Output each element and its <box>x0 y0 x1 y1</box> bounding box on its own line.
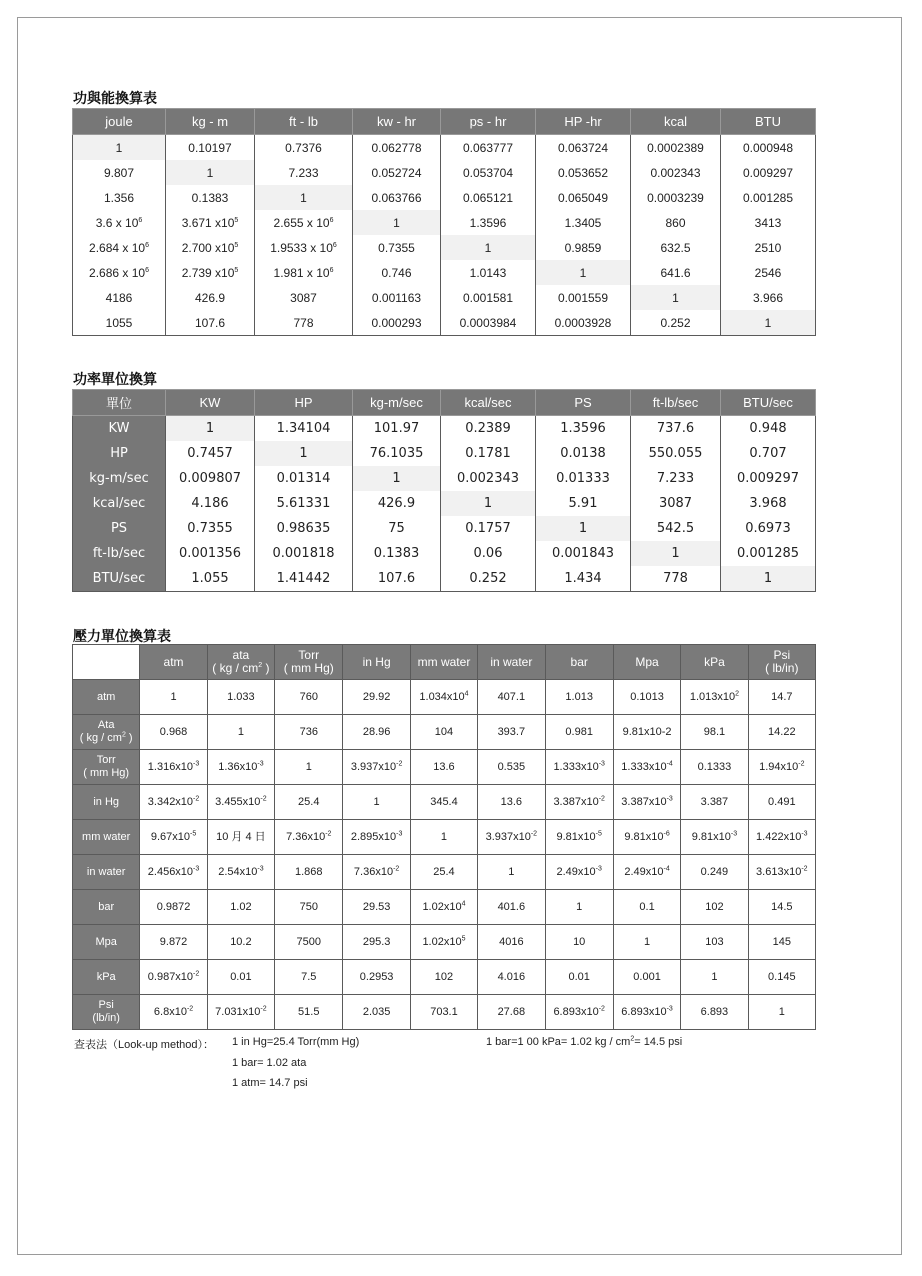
column-header: Mpa <box>613 645 680 680</box>
table-cell: $1.316x10^{-3}$ <box>140 750 207 785</box>
table-cell: 1 <box>353 466 441 491</box>
table-cell: 3087 <box>631 491 721 516</box>
table-cell: 0.0003928 <box>536 310 631 336</box>
table-cell: 1.0143 <box>441 260 536 285</box>
pressure-table <box>72 644 816 1030</box>
table-row <box>73 680 816 715</box>
table-cell: 0.707 <box>721 441 816 466</box>
table-row <box>73 516 816 541</box>
table-cell: 0.009807 <box>166 466 255 491</box>
column-header: BTU/sec <box>721 390 816 416</box>
row-header: ft-lb/sec <box>73 541 166 566</box>
table-header-row <box>73 645 816 680</box>
column-header: BTU <box>721 109 816 135</box>
table-cell: 0.001818 <box>255 541 353 566</box>
table-cell: 703.1 <box>410 995 477 1030</box>
column-header: ps - hr <box>441 109 536 135</box>
table-cell: 1.9533 x $10^6$ <box>255 235 353 260</box>
table-cell: 2.739 $x10^5$ <box>166 260 255 285</box>
table-cell: 1 <box>255 185 353 210</box>
table-cell: $3.937x10^{-2}$ <box>478 820 545 855</box>
table-cell: $2.456x10^{-3}$ <box>140 855 207 890</box>
table-cell: 0.01333 <box>536 466 631 491</box>
table-cell: 407.1 <box>478 680 545 715</box>
table-cell: $3.455x10^{-2}$ <box>207 785 274 820</box>
column-header: atm <box>140 645 207 680</box>
table-cell: $3.342x10^{-2}$ <box>140 785 207 820</box>
note-line-1: 1 in Hg=25.4 Torr(mm Hg) <box>232 1036 360 1048</box>
table-cell: 426.9 <box>353 491 441 516</box>
column-header: PS <box>536 390 631 416</box>
table-cell: 0.10197 <box>166 135 255 161</box>
table-cell: 10 <box>545 925 613 960</box>
table-cell: 51.5 <box>275 995 343 1030</box>
table-cell: 1 <box>681 960 748 995</box>
table-cell: $2.895x10^{-3}$ <box>343 820 410 855</box>
table-cell: $1.94x10^{-2}$ <box>748 750 815 785</box>
row-header: kcal/sec <box>73 491 166 516</box>
table-cell: 3087 <box>255 285 353 310</box>
table-cell: 0.01314 <box>255 466 353 491</box>
row-header: HP <box>73 441 166 466</box>
table-cell: 0.001581 <box>441 285 536 310</box>
table-row <box>73 491 816 516</box>
table-cell: $7.031x10^{-2}$ <box>207 995 274 1030</box>
table-cell: $1.02x10^4$ <box>410 890 477 925</box>
table-cell: 0.002343 <box>631 160 721 185</box>
table-cell: $9.81x10^{-6}$ <box>613 820 680 855</box>
table-cell: $1.013x10^2$ <box>681 680 748 715</box>
column-header: joule <box>73 109 166 135</box>
table-row <box>73 416 816 442</box>
table-cell: $7.36x10^{-2}$ <box>275 820 343 855</box>
table-cell: 0.252 <box>631 310 721 336</box>
column-header: ft - lb <box>255 109 353 135</box>
table-cell: 1 <box>441 491 536 516</box>
table-cell: 9.807 <box>73 160 166 185</box>
table-cell: 0.000948 <box>721 135 816 161</box>
table-cell: 0.065049 <box>536 185 631 210</box>
row-header: kg-m/sec <box>73 466 166 491</box>
table-cell: 1 <box>255 441 353 466</box>
table-cell: 1 <box>166 416 255 442</box>
work-energy-title: 功與能換算表 <box>73 91 157 107</box>
table-cell: 0.9872 <box>140 890 207 925</box>
table-cell: 1.434 <box>536 566 631 592</box>
column-header: kw - hr <box>353 109 441 135</box>
table-cell: 1.033 <box>207 680 274 715</box>
table-cell: 426.9 <box>166 285 255 310</box>
table-row <box>73 566 816 592</box>
table-cell: 0.7355 <box>166 516 255 541</box>
table-cell: 0.065121 <box>441 185 536 210</box>
table-cell: $6.8x10^{-2}$ <box>140 995 207 1030</box>
row-header: mm water <box>73 820 140 855</box>
table-cell: 2510 <box>721 235 816 260</box>
table-cell: 0.98635 <box>255 516 353 541</box>
table-cell: 1 <box>166 160 255 185</box>
table-cell: 5.91 <box>536 491 631 516</box>
table-row <box>73 855 816 890</box>
table-row <box>73 185 816 210</box>
table-cell: 76.1035 <box>353 441 441 466</box>
row-header: Psi (lb/in) <box>73 995 140 1030</box>
table-cell: 778 <box>255 310 353 336</box>
table-cell: 1.3596 <box>536 416 631 442</box>
table-cell: 104 <box>410 715 477 750</box>
table-cell: 0.7376 <box>255 135 353 161</box>
table-cell: $3.937x10^{-2}$ <box>343 750 410 785</box>
table-cell: 1.868 <box>275 855 343 890</box>
row-header: BTU/sec <box>73 566 166 592</box>
row-header: in water <box>73 855 140 890</box>
table-cell: 14.7 <box>748 680 815 715</box>
table-cell: 4.016 <box>478 960 545 995</box>
table-cell: 75 <box>353 516 441 541</box>
note-line-2: 1 bar= 1.02 ata <box>232 1057 307 1069</box>
column-header: HP -hr <box>536 109 631 135</box>
table-cell: 737.6 <box>631 416 721 442</box>
table-cell: 25.4 <box>410 855 477 890</box>
column-header: Psi ( lb/in) <box>748 645 815 680</box>
table-cell: 14.22 <box>748 715 815 750</box>
column-header: bar <box>545 645 613 680</box>
table-cell: 0.0138 <box>536 441 631 466</box>
column-header: kg-m/sec <box>353 390 441 416</box>
table-cell: 0.535 <box>478 750 545 785</box>
table-cell: 0.052724 <box>353 160 441 185</box>
table-cell: 145 <box>748 925 815 960</box>
table-cell: 3.387 <box>681 785 748 820</box>
table-cell: $3.387x10^{-2}$ <box>545 785 613 820</box>
column-header: kcal <box>631 109 721 135</box>
table-row <box>73 285 816 310</box>
table-cell: $6.893x10^{-2}$ <box>545 995 613 1030</box>
table-cell: 107.6 <box>166 310 255 336</box>
table-cell: 1.981 x $10^6$ <box>255 260 353 285</box>
table-cell: 1 <box>73 135 166 161</box>
table-cell: 25.4 <box>275 785 343 820</box>
table-cell: 102 <box>410 960 477 995</box>
table-cell: 7.233 <box>631 466 721 491</box>
table-cell: 0.001356 <box>166 541 255 566</box>
table-cell: 0.01 <box>207 960 274 995</box>
table-cell: 0.001285 <box>721 541 816 566</box>
table-cell: 1 <box>353 210 441 235</box>
table-row <box>73 995 816 1030</box>
table-cell: 1 <box>140 680 207 715</box>
table-cell: 1.02 <box>207 890 274 925</box>
table-cell: 0.009297 <box>721 466 816 491</box>
table-cell: 2.686 x $10^6$ <box>73 260 166 285</box>
table-cell: 0.0003239 <box>631 185 721 210</box>
row-header: atm <box>73 680 140 715</box>
table-cell: 1 <box>631 541 721 566</box>
table-cell: 1 <box>721 566 816 592</box>
table-cell: 0.1333 <box>681 750 748 785</box>
table-cell: 2.700 $x10^5$ <box>166 235 255 260</box>
table-cell: 632.5 <box>631 235 721 260</box>
table-cell: 0.6973 <box>721 516 816 541</box>
table-cell: 4.186 <box>166 491 255 516</box>
table-cell: 0.053652 <box>536 160 631 185</box>
column-header: in water <box>478 645 545 680</box>
column-header: ft-lb/sec <box>631 390 721 416</box>
table-cell: 1 <box>343 785 410 820</box>
table-cell: $1.02x10^5$ <box>410 925 477 960</box>
table-cell: 29.53 <box>343 890 410 925</box>
table-cell: 7500 <box>275 925 343 960</box>
table-cell: 2.684 x $10^6$ <box>73 235 166 260</box>
table-cell: $6.893x10^{-3}$ <box>613 995 680 1030</box>
power-title: 功率單位換算 <box>73 372 157 388</box>
table-cell: 3.6 x $10^6$ <box>73 210 166 235</box>
table-row <box>73 260 816 285</box>
table-cell: 0.001843 <box>536 541 631 566</box>
table-cell: 3.966 <box>721 285 816 310</box>
table-cell: 1 <box>275 750 343 785</box>
table-cell: 27.68 <box>478 995 545 1030</box>
row-header: Ata ( kg / $cm^2$ ) <box>73 715 140 750</box>
table-cell: 4016 <box>478 925 545 960</box>
table-cell: 736 <box>275 715 343 750</box>
power-table <box>72 389 816 592</box>
table-cell: $1.333x10^{-4}$ <box>613 750 680 785</box>
table-cell: $7.36x10^{-2}$ <box>343 855 410 890</box>
table-row <box>73 820 816 855</box>
table-cell: 4186 <box>73 285 166 310</box>
table-cell: 345.4 <box>410 785 477 820</box>
table-cell: 9.81x10-2 <box>613 715 680 750</box>
table-row <box>73 441 816 466</box>
table-cell: $3.387x10^{-3}$ <box>613 785 680 820</box>
table-cell: $2.54x10^{-3}$ <box>207 855 274 890</box>
table-cell: 6.893 <box>681 995 748 1030</box>
table-cell: 0.002343 <box>441 466 536 491</box>
table-cell: 1 <box>545 890 613 925</box>
table-cell: 2.035 <box>343 995 410 1030</box>
table-cell: 102 <box>681 890 748 925</box>
table-cell: 0.7457 <box>166 441 255 466</box>
table-cell: 0.001 <box>613 960 680 995</box>
column-header: ata ( kg / $cm^2$ ) <box>207 645 274 680</box>
table-cell: 0.2953 <box>343 960 410 995</box>
table-cell: 0.1013 <box>613 680 680 715</box>
row-header: Mpa <box>73 925 140 960</box>
table-cell: 0.1 <box>613 890 680 925</box>
table-cell: 0.053704 <box>441 160 536 185</box>
lookup-method-label: 查表法（Look-up method）： <box>74 1039 214 1051</box>
table-cell: 1.34104 <box>255 416 353 442</box>
table-cell: 9.872 <box>140 925 207 960</box>
table-cell: 0.001163 <box>353 285 441 310</box>
table-cell: 3.671 $x10^5$ <box>166 210 255 235</box>
table-cell: 1 <box>478 855 545 890</box>
table-row <box>73 160 816 185</box>
table-cell: 0.7355 <box>353 235 441 260</box>
table-cell: $2.49x10^{-3}$ <box>545 855 613 890</box>
table-cell: 1 <box>631 285 721 310</box>
row-header: in Hg <box>73 785 140 820</box>
table-cell: $1.36x10^{-3}$ <box>207 750 274 785</box>
table-cell: $9.81x10^{-3}$ <box>681 820 748 855</box>
table-cell: 98.1 <box>681 715 748 750</box>
table-cell: $9.67x10^{-5}$ <box>140 820 207 855</box>
note-right: 1 bar=1 00 kPa= 1.02 kg / $cm^2= 14.5$ psi <box>486 1035 683 1048</box>
table-cell: 29.92 <box>343 680 410 715</box>
table-cell: 1.3405 <box>536 210 631 235</box>
table-cell: 0.1781 <box>441 441 536 466</box>
table-cell: 14.5 <box>748 890 815 925</box>
table-cell: 0.981 <box>545 715 613 750</box>
table-cell: $3.613x10^{-2}$ <box>748 855 815 890</box>
table-cell: 1 <box>410 820 477 855</box>
table-cell: 1.356 <box>73 185 166 210</box>
table-cell: 1.055 <box>166 566 255 592</box>
table-cell: 1 <box>441 235 536 260</box>
table-cell: 1 <box>748 995 815 1030</box>
table-cell: $2.49x10^{-4}$ <box>613 855 680 890</box>
corner-cell <box>73 645 140 680</box>
table-cell: 778 <box>631 566 721 592</box>
table-cell: 1.41442 <box>255 566 353 592</box>
table-cell: $1.333x10^{-3}$ <box>545 750 613 785</box>
column-header: KW <box>166 390 255 416</box>
table-header-row <box>73 109 816 135</box>
table-cell: 101.97 <box>353 416 441 442</box>
table-cell: 10 月 4 日 <box>207 820 274 855</box>
table-cell: 0.01 <box>545 960 613 995</box>
table-cell: 1.013 <box>545 680 613 715</box>
table-cell: 0.1383 <box>353 541 441 566</box>
table-cell: 401.6 <box>478 890 545 925</box>
table-row <box>73 960 816 995</box>
table-row <box>73 750 816 785</box>
table-cell: 750 <box>275 890 343 925</box>
table-cell: 542.5 <box>631 516 721 541</box>
table-cell: 1 <box>536 260 631 285</box>
column-header: in Hg <box>343 645 410 680</box>
table-cell: 0.063777 <box>441 135 536 161</box>
table-row <box>73 541 816 566</box>
table-cell: 0.001559 <box>536 285 631 310</box>
table-row <box>73 890 816 925</box>
row-header: PS <box>73 516 166 541</box>
row-header: KW <box>73 416 166 442</box>
column-header: kg - m <box>166 109 255 135</box>
table-cell: 393.7 <box>478 715 545 750</box>
table-cell: 0.746 <box>353 260 441 285</box>
table-cell: 0.1757 <box>441 516 536 541</box>
table-cell: 1055 <box>73 310 166 336</box>
table-cell: 295.3 <box>343 925 410 960</box>
table-row <box>73 210 816 235</box>
table-cell: $1.034x10^4$ <box>410 680 477 715</box>
table-cell: 860 <box>631 210 721 235</box>
table-row <box>73 135 816 161</box>
table-cell: 0.063724 <box>536 135 631 161</box>
table-cell: 760 <box>275 680 343 715</box>
table-cell: 3.968 <box>721 491 816 516</box>
table-cell: $9.81x10^{-5}$ <box>545 820 613 855</box>
table-cell: 1 <box>721 310 816 336</box>
table-cell: 1.3596 <box>441 210 536 235</box>
table-row <box>73 925 816 960</box>
table-cell: 0.062778 <box>353 135 441 161</box>
table-cell: 0.9859 <box>536 235 631 260</box>
table-cell: $0.987x10^{-2}$ <box>140 960 207 995</box>
table-header-row <box>73 390 816 416</box>
table-cell: 13.6 <box>410 750 477 785</box>
table-cell: 7.5 <box>275 960 343 995</box>
row-header: Torr ( mm Hg) <box>73 750 140 785</box>
table-cell: 10.2 <box>207 925 274 960</box>
table-cell: 7.233 <box>255 160 353 185</box>
table-cell: 13.6 <box>478 785 545 820</box>
table-cell: 550.055 <box>631 441 721 466</box>
table-row <box>73 310 816 336</box>
table-cell: 0.0002389 <box>631 135 721 161</box>
table-cell: 0.145 <box>748 960 815 995</box>
column-header: Torr ( mm Hg) <box>275 645 343 680</box>
table-cell: 0.948 <box>721 416 816 442</box>
table-cell: 0.06 <box>441 541 536 566</box>
column-header: kPa <box>681 645 748 680</box>
table-cell: 1 <box>536 516 631 541</box>
table-cell: 0.063766 <box>353 185 441 210</box>
table-cell: 1 <box>207 715 274 750</box>
table-cell: 3413 <box>721 210 816 235</box>
pressure-title: 壓力單位換算表 <box>73 629 171 645</box>
work-energy-table <box>72 108 816 336</box>
table-row <box>73 715 816 750</box>
table-cell: 0.249 <box>681 855 748 890</box>
table-row <box>73 235 816 260</box>
table-cell: 0.1383 <box>166 185 255 210</box>
column-header: HP <box>255 390 353 416</box>
table-cell: 0.968 <box>140 715 207 750</box>
table-cell: 0.001285 <box>721 185 816 210</box>
table-cell: 103 <box>681 925 748 960</box>
table-cell: 5.61331 <box>255 491 353 516</box>
note-line-3: 1 atm= 14.7 psi <box>232 1077 308 1089</box>
column-header: 單位 <box>73 390 166 416</box>
table-cell: 0.0003984 <box>441 310 536 336</box>
row-header: kPa <box>73 960 140 995</box>
column-header: kcal/sec <box>441 390 536 416</box>
table-cell: 107.6 <box>353 566 441 592</box>
table-row <box>73 466 816 491</box>
table-cell: 641.6 <box>631 260 721 285</box>
table-cell: 2546 <box>721 260 816 285</box>
table-row <box>73 785 816 820</box>
table-cell: 0.000293 <box>353 310 441 336</box>
table-cell: 1 <box>613 925 680 960</box>
table-cell: 0.252 <box>441 566 536 592</box>
row-header: bar <box>73 890 140 925</box>
table-cell: 0.491 <box>748 785 815 820</box>
table-cell: 0.009297 <box>721 160 816 185</box>
table-cell: $1.422x10^{-3}$ <box>748 820 815 855</box>
table-cell: 28.96 <box>343 715 410 750</box>
table-cell: 0.2389 <box>441 416 536 442</box>
table-cell: 2.655 x $10^6$ <box>255 210 353 235</box>
column-header: mm water <box>410 645 477 680</box>
